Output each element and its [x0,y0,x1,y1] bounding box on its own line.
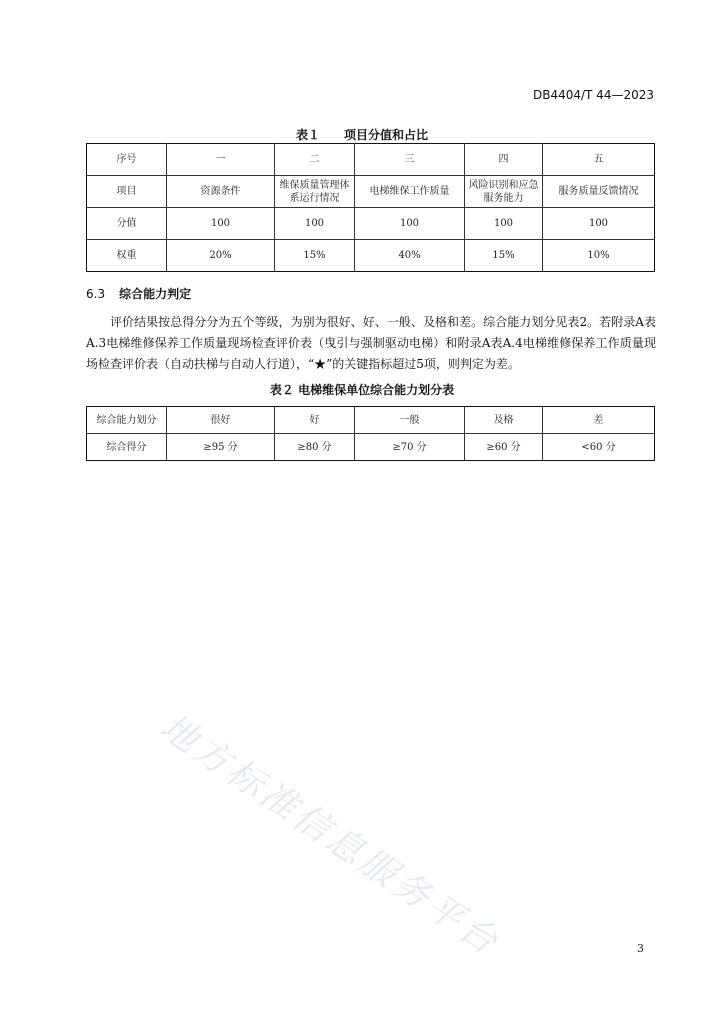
table-cell: 综合能力划分 [87,407,167,434]
table-row [87,144,655,176]
page-number: 3 [637,942,644,955]
table-cell: 15% [275,240,355,272]
table-cell: ≥70 分 [355,434,465,461]
table-cell: 三 [355,144,465,176]
table2-caption: 表２ 电梯维保单位综合能力划分表 [269,383,455,397]
table-cell: 40% [355,240,465,272]
table-cell: 服务质量反馈情况 [543,176,655,208]
table-cell: 100 [167,208,275,240]
standard-code: DB4404/T 44—2023 [532,88,654,102]
table-cell: <60 分 [543,434,655,461]
table-cell: 100 [543,208,655,240]
table-row [87,434,655,461]
table-cell: 很好 [167,407,275,434]
table-cell: 100 [355,208,465,240]
table-cell: ≥80 分 [275,434,355,461]
table-cell: 20% [167,240,275,272]
section-number: 6.3 [86,287,106,301]
table-cell: 分值 [87,208,167,240]
table-cell: 项目 [87,176,167,208]
table-cell: 好 [275,407,355,434]
section-paragraph: 评价结果按总得分分为五个等级，为别为很好、好、一般、及格和差。综合能力划分见表2。若附录A表A.3电梯维修保养工作质量现场检查评价表（曳引与强制驱动电梯）和附录A表A.4电梯维修保养工作质量现场检查评价表（自动扶梯与自动人行道），“★”的关键指标超过5项，则判定为差。 [86,315,656,371]
table-cell: 差 [543,407,655,434]
capability-grade-table [86,406,655,461]
table-cell: ≥60 分 [465,434,543,461]
section-heading [86,285,191,302]
table-cell: 序号 [87,144,167,176]
table-row [87,176,655,208]
table-cell: 15% [465,240,543,272]
table-cell: 100 [465,208,543,240]
table-cell: 四 [465,144,543,176]
table-cell: 五 [543,144,655,176]
table-cell: ≥95 分 [167,434,275,461]
table-cell: 电梯维保工作质量 [355,176,465,208]
table-cell: 权重 [87,240,167,272]
table-row [87,240,655,272]
table-cell: 维保质量管理体系运行情况 [275,176,355,208]
table-cell: 综合得分 [87,434,167,461]
section-title: 综合能力判定 [119,287,192,301]
table1-caption: 表１ 项目分值和占比 [295,128,428,142]
table-cell: 10% [543,240,655,272]
table-cell: 风险识别和应急服务能力 [465,176,543,208]
table-cell: 资源条件 [167,176,275,208]
watermark: 地方标准信息服务平台 [152,706,508,965]
table-cell: 二 [275,144,355,176]
table-cell: 一 [167,144,275,176]
score-weight-table [86,143,655,272]
table-row [87,407,655,434]
table-row [87,208,655,240]
table-cell: 一般 [355,407,465,434]
table-cell: 100 [275,208,355,240]
table-cell: 及格 [465,407,543,434]
